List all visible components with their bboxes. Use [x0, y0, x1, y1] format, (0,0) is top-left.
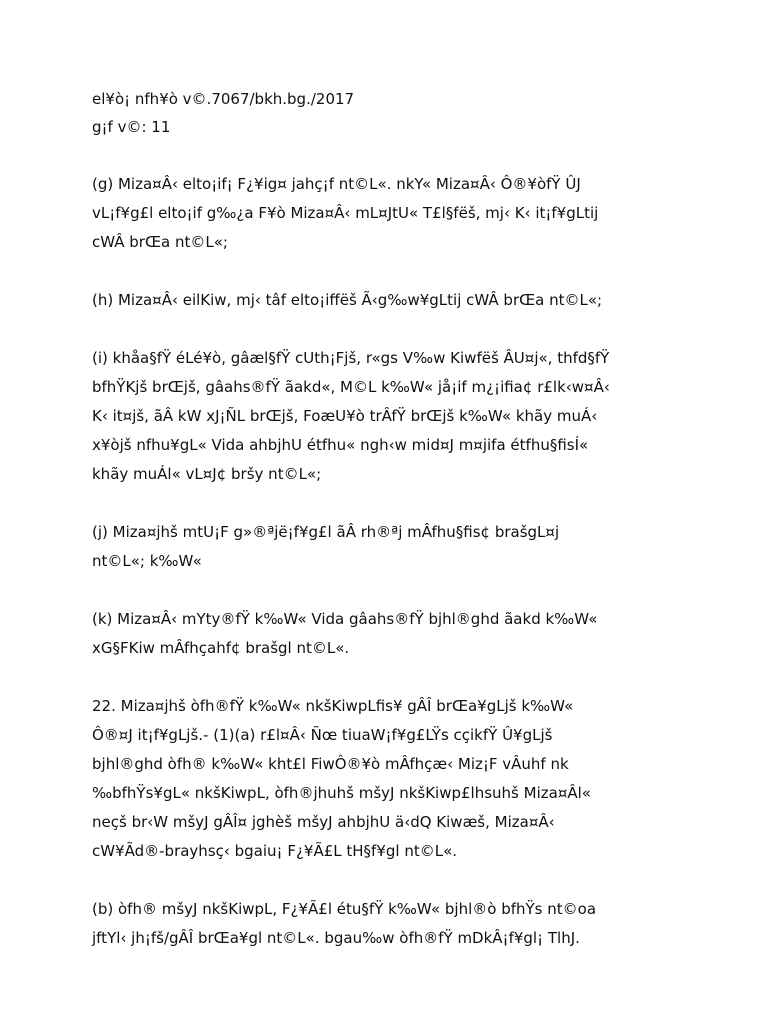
paragraph-line: xG§FKiw mÂfhçahf¢ brašgl nt©L«.	[92, 639, 350, 657]
paragraph-line: khãy muÁl« vL¤J¢ bršy nt©L«;	[92, 465, 322, 483]
paragraph-line: (k) Miza¤Â‹ mYty®fŸ k‰W« Vida gâahs®fŸ bjhl®ghd ãakd k‰W«	[92, 610, 598, 628]
paragraph	[92, 344, 732, 489]
paragraph-line: bfhŸKjš brŒjš, gâahs®fŸ ãakd«, M©L k‰W« jå¡if m¿¡ifia¢ r£lk‹w¤Â‹	[92, 378, 610, 396]
paragraph-line: Ô®¤J it¡f¥gLjš.- (1)(a) r£l¤Â‹ Ñœ tiuaW¡f¥g£LŸs cçikfŸ Û¥gLjš	[92, 726, 553, 744]
letter-reference-number: el¥ò¡ nfh¥ò v©.7067/bkh.bg./2017	[92, 90, 355, 108]
paragraph	[92, 286, 732, 315]
document-body	[92, 170, 732, 953]
paragraph-line: vL¡f¥g£l elto¡if g‰¿a F¥ò Miza¤Â‹ mL¤JtU« T£l§fëš, mj‹ K‹ it¡f¥gLtij	[92, 204, 599, 222]
paragraph-line: neçš br‹W mšyJ gÂÎ¤ jghèš mšyJ ahbjhU ä‹dQ Kiwæš, Miza¤Â‹	[92, 813, 555, 831]
document-page	[92, 85, 732, 953]
paragraph-line: bjhl®ghd òfh® k‰W« kht£l FiwÔ®¥ò mÂfhçæ‹ Miz¡F vÂuhf nk	[92, 755, 569, 773]
paragraph-line: nt©L«; k‰W«	[92, 552, 202, 570]
paragraph	[92, 518, 732, 576]
paragraph	[92, 692, 732, 866]
paragraph-line: x¥òjš nfhu¥gL« Vida ahbjhU étfhu« ngh‹w mid¤J m¤jifa étfhu§fisÍ«	[92, 436, 589, 454]
paragraph-line: (b) òfh® mšyJ nkšKiwpL, F¿¥Ã£l étu§fŸ k‰W« bjhl®ò bfhŸs nt©oa	[92, 900, 597, 918]
paragraph-line: 22. Miza¤jhš òfh®fŸ k‰W« nkšKiwpLfis¥ gÂÎ brŒa¥gLjš k‰W«	[92, 697, 574, 715]
paragraph-line: jftYl‹ jh¡fš/gÂÎ brŒa¥gl nt©L«. bgau‰w òfh®fŸ mDkÂ¡f¥gl¡ TlhJ.	[92, 929, 580, 947]
paragraph	[92, 170, 732, 257]
paragraph-line: (i) khåa§fŸ éLé¥ò, gâæl§fŸ cUth¡Fjš, r«gs V‰w Kiwfëš ÂU¤j«, thfd§fŸ	[92, 349, 610, 367]
paragraph-line: (g) Miza¤Â‹ elto¡if¡ F¿¥ig¤ jahç¡f nt©L«. nkY« Miza¤Â‹ Ô®¥òfŸ ÛJ	[92, 175, 581, 193]
paragraph-line: K‹ it¤jš, ãÂ kW xJ¡ÑL brŒjš, FoæU¥ò trÂfŸ brŒjš k‰W« khãy muÁ‹	[92, 407, 598, 425]
paragraph	[92, 895, 732, 953]
paragraph-line: cWÂ brŒa nt©L«;	[92, 233, 228, 251]
paragraph-line: ‰bfhŸs¥gL« nkšKiwpL, òfh®jhuhš mšyJ nkšKiwp£lhsuhš Miza¤Âl«	[92, 784, 591, 802]
paragraph-line: (h) Miza¤Â‹ eilKiw, mj‹ tâf elto¡iffëš Ã‹g‰w¥gLtij cWÂ brŒa nt©L«;	[92, 291, 603, 309]
paragraph-line: (j) Miza¤jhš mtU¡F g»®ªjë¡f¥g£l ãÂ rh®ªj mÂfhu§fis¢ brašgL¤j	[92, 523, 560, 541]
paragraph	[92, 605, 732, 663]
page-count: g¡f v©: 11	[92, 118, 171, 136]
paragraph-line: cW¥Ãd®-brayhsç‹ bgaiu¡ F¿¥Ã£L tH§f¥gl nt©L«.	[92, 842, 458, 860]
